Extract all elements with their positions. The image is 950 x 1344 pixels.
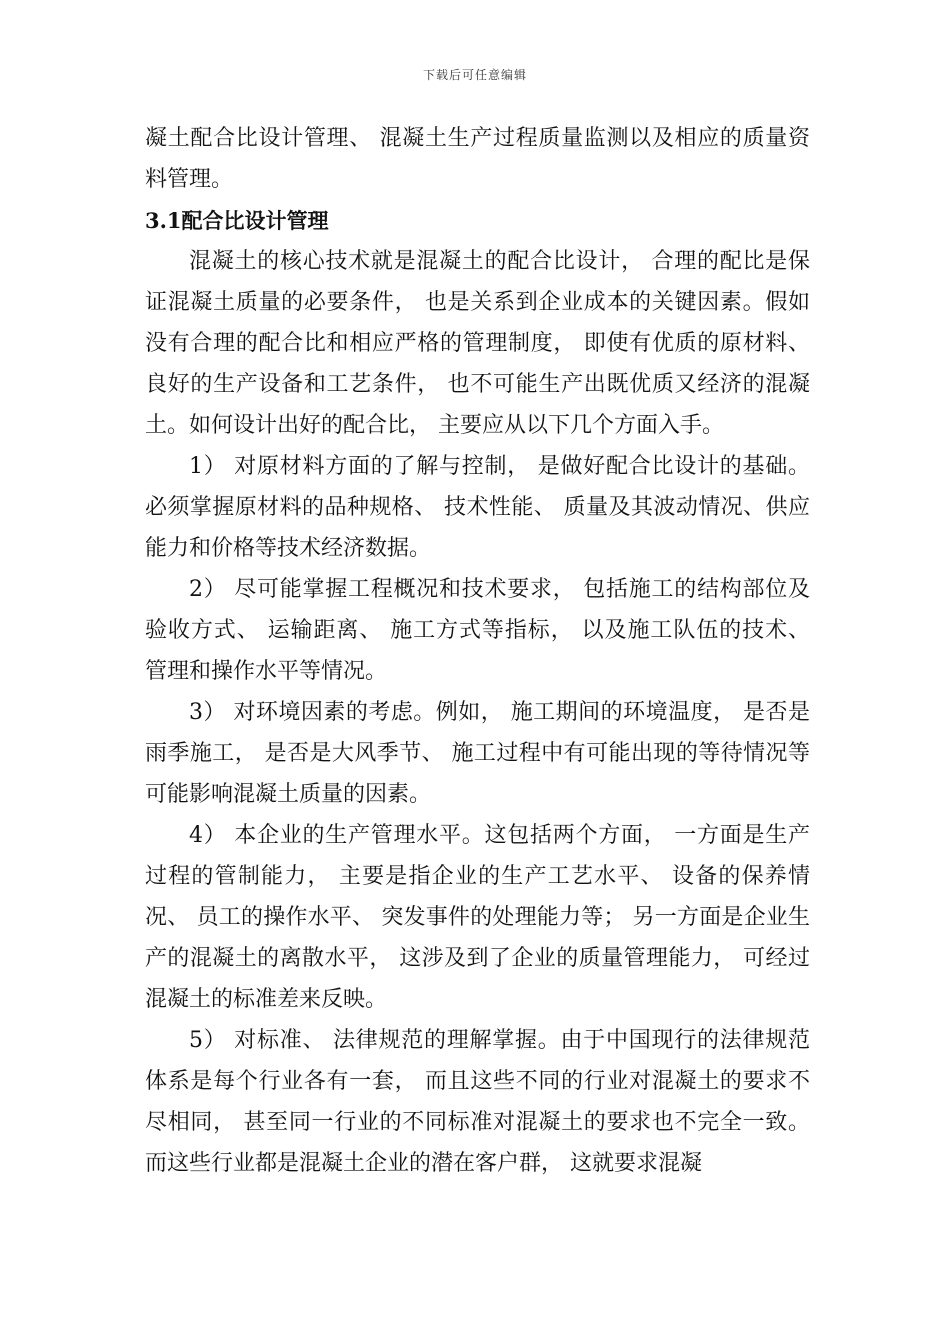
paragraph-item-3: 3） 对环境因素的考虑。例如， 施工期间的环境温度， 是否是雨季施工， 是否是大风季节、 施工过程中有可能出现的等待情况等可能影响混凝土质量的因素。 [145,700,810,807]
paragraph-item-1: 1） 对原材料方面的了解与控制， 是做好配合比设计的基础。必须掌握原材料的品种规格、 技术性能、 质量及其波动情况、供应能力和价格等技术经济数据。 [145,454,810,561]
section-heading: 3.1配合比设计管理 [145,208,329,233]
page-header: 下载后可任意编辑 [422,68,527,82]
paragraph-intro: 混凝土的核心技术就是混凝土的配合比设计， 合理的配比是保证混凝土质量的必要条件， 也是关系到企业成本的关键因素。假如没有合理的配合比和相应严格的管理制度， 即使有优质的原材料、 良好的生产设备和工艺条件， 也不可能生产出既优质又经济的混凝土。如何设计出好的配合比， 主要应从以下几个方面入手。 [145,249,810,438]
paragraph-continuation: 凝土配合比设计管理、 混凝土生产过程质量监测以及相应的质量资料管理。 [145,126,810,192]
paragraph-item-4: 4） 本企业的生产管理水平。这包括两个方面， 一方面是生产过程的管制能力， 主要是指企业的生产工艺水平、 设备的保养情况、 员工的操作水平、 突发事件的处理能力等； 另一方面是企业生产的混凝土的离散水平， 这涉及到了企业的质量管理能力， 可经过混凝土的标准差来反映。 [145,823,810,1012]
paragraph-item-5: 5） 对标准、 法律规范的理解掌握。由于中国现行的法律规范体系是每个行业各有一套， 而且这些不同的行业对混凝土的要求不尽相同， 甚至同一行业的不同标准对混凝土的要求也不完全一致。而这些行业都是混凝土企业的潜在客户群， 这就要求混凝 [145,1028,810,1176]
document-body [145,118,810,1184]
paragraph-item-2: 2） 尽可能掌握工程概况和技术要求， 包括施工的结构部位及验收方式、 运输距离、 施工方式等指标， 以及施工队伍的技术、 管理和操作水平等情况。 [145,577,810,684]
